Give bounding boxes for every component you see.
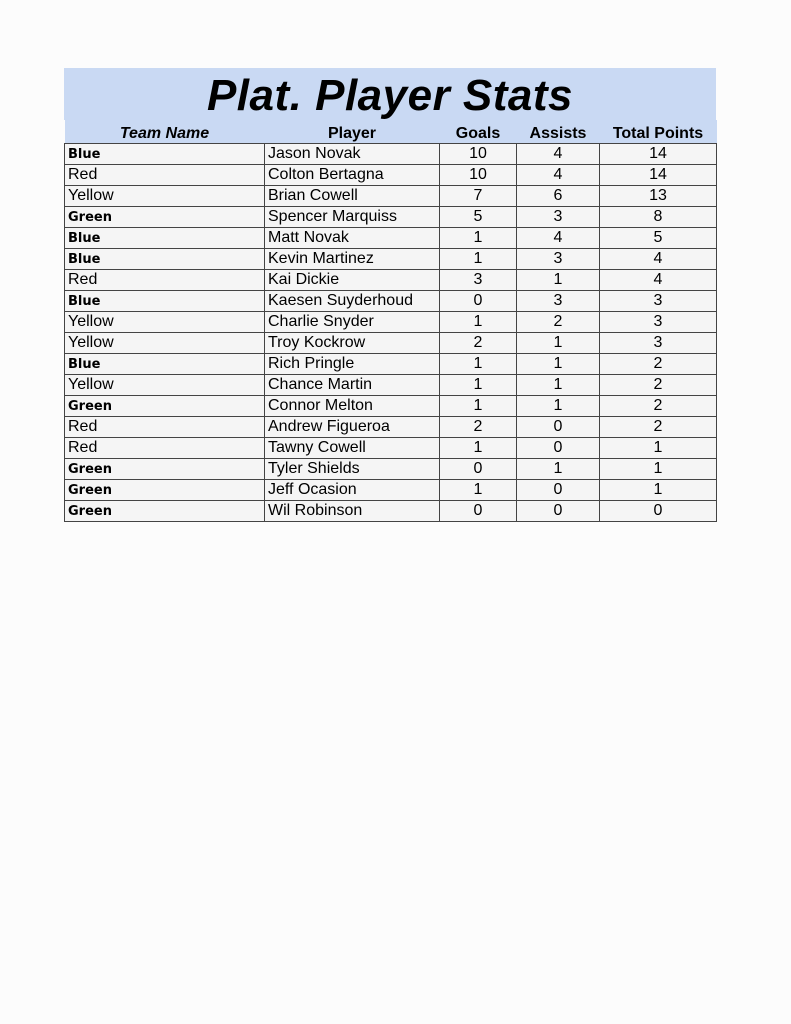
table-row bbox=[65, 207, 717, 228]
player-stats-table bbox=[64, 120, 717, 522]
assists-cell: 3 bbox=[517, 207, 600, 228]
total-points-cell: 2 bbox=[600, 375, 717, 396]
goals-cell: 0 bbox=[440, 291, 517, 312]
player-cell: Kai Dickie bbox=[265, 270, 440, 291]
team-cell: Yellow bbox=[65, 333, 265, 354]
team-cell: Red bbox=[65, 438, 265, 459]
goals-cell: 1 bbox=[440, 375, 517, 396]
assists-cell: 3 bbox=[517, 291, 600, 312]
team-cell: Green bbox=[65, 396, 265, 417]
assists-cell: 1 bbox=[517, 396, 600, 417]
header-team-name: Team Name bbox=[65, 120, 265, 144]
team-cell: Yellow bbox=[65, 375, 265, 396]
team-cell: Blue bbox=[65, 291, 265, 312]
player-cell: Spencer Marquiss bbox=[265, 207, 440, 228]
team-cell: Blue bbox=[65, 144, 265, 165]
total-points-cell: 4 bbox=[600, 249, 717, 270]
player-cell: Wil Robinson bbox=[265, 501, 440, 522]
total-points-cell: 2 bbox=[600, 417, 717, 438]
goals-cell: 2 bbox=[440, 417, 517, 438]
header-player: Player bbox=[265, 120, 440, 144]
assists-cell: 1 bbox=[517, 459, 600, 480]
player-cell: Rich Pringle bbox=[265, 354, 440, 375]
goals-cell: 5 bbox=[440, 207, 517, 228]
goals-cell: 0 bbox=[440, 459, 517, 480]
table-row bbox=[65, 186, 717, 207]
total-points-cell: 2 bbox=[600, 396, 717, 417]
player-cell: Jeff Ocasion bbox=[265, 480, 440, 501]
goals-cell: 1 bbox=[440, 228, 517, 249]
table-row bbox=[65, 375, 717, 396]
total-points-cell: 1 bbox=[600, 438, 717, 459]
table-row bbox=[65, 312, 717, 333]
goals-cell: 1 bbox=[440, 354, 517, 375]
total-points-cell: 3 bbox=[600, 291, 717, 312]
goals-cell: 7 bbox=[440, 186, 517, 207]
title-band bbox=[64, 68, 716, 120]
table-row bbox=[65, 144, 717, 165]
goals-cell: 10 bbox=[440, 144, 517, 165]
goals-cell: 1 bbox=[440, 249, 517, 270]
assists-cell: 0 bbox=[517, 480, 600, 501]
table-row bbox=[65, 333, 717, 354]
goals-cell: 1 bbox=[440, 312, 517, 333]
total-points-cell: 3 bbox=[600, 312, 717, 333]
team-cell: Green bbox=[65, 501, 265, 522]
team-cell: Green bbox=[65, 207, 265, 228]
team-cell: Blue bbox=[65, 354, 265, 375]
assists-cell: 4 bbox=[517, 165, 600, 186]
player-cell: Charlie Snyder bbox=[265, 312, 440, 333]
page-title: Plat. Player Stats bbox=[206, 71, 574, 120]
table-row bbox=[65, 354, 717, 375]
total-points-cell: 0 bbox=[600, 501, 717, 522]
assists-cell: 0 bbox=[517, 438, 600, 459]
table-row bbox=[65, 438, 717, 459]
table-row bbox=[65, 417, 717, 438]
team-cell: Yellow bbox=[65, 186, 265, 207]
total-points-cell: 2 bbox=[600, 354, 717, 375]
team-cell: Red bbox=[65, 270, 265, 291]
table-row bbox=[65, 396, 717, 417]
goals-cell: 1 bbox=[440, 438, 517, 459]
player-cell: Jason Novak bbox=[265, 144, 440, 165]
goals-cell: 1 bbox=[440, 480, 517, 501]
header-assists: Assists bbox=[517, 120, 600, 144]
team-cell: Blue bbox=[65, 228, 265, 249]
player-cell: Colton Bertagna bbox=[265, 165, 440, 186]
table-row bbox=[65, 249, 717, 270]
table-row bbox=[65, 501, 717, 522]
assists-cell: 0 bbox=[517, 417, 600, 438]
assists-cell: 1 bbox=[517, 333, 600, 354]
total-points-cell: 5 bbox=[600, 228, 717, 249]
total-points-cell: 8 bbox=[600, 207, 717, 228]
team-cell: Yellow bbox=[65, 312, 265, 333]
player-cell: Troy Kockrow bbox=[265, 333, 440, 354]
table-row bbox=[65, 165, 717, 186]
player-cell: Tyler Shields bbox=[265, 459, 440, 480]
table-row bbox=[65, 291, 717, 312]
total-points-cell: 14 bbox=[600, 144, 717, 165]
table-row bbox=[65, 228, 717, 249]
assists-cell: 1 bbox=[517, 375, 600, 396]
assists-cell: 3 bbox=[517, 249, 600, 270]
player-cell: Kaesen Suyderhoud bbox=[265, 291, 440, 312]
header-goals: Goals bbox=[440, 120, 517, 144]
team-cell: Green bbox=[65, 480, 265, 501]
goals-cell: 1 bbox=[440, 396, 517, 417]
player-cell: Connor Melton bbox=[265, 396, 440, 417]
team-cell: Red bbox=[65, 417, 265, 438]
assists-cell: 1 bbox=[517, 354, 600, 375]
team-cell: Green bbox=[65, 459, 265, 480]
goals-cell: 2 bbox=[440, 333, 517, 354]
goals-cell: 3 bbox=[440, 270, 517, 291]
header-total-points: Total Points bbox=[600, 120, 717, 144]
table-row bbox=[65, 459, 717, 480]
player-cell: Brian Cowell bbox=[265, 186, 440, 207]
player-cell: Tawny Cowell bbox=[265, 438, 440, 459]
total-points-cell: 14 bbox=[600, 165, 717, 186]
table-row bbox=[65, 270, 717, 291]
assists-cell: 4 bbox=[517, 228, 600, 249]
table-row bbox=[65, 480, 717, 501]
total-points-cell: 4 bbox=[600, 270, 717, 291]
team-cell: Blue bbox=[65, 249, 265, 270]
total-points-cell: 13 bbox=[600, 186, 717, 207]
total-points-cell: 3 bbox=[600, 333, 717, 354]
goals-cell: 10 bbox=[440, 165, 517, 186]
goals-cell: 0 bbox=[440, 501, 517, 522]
player-cell: Kevin Martinez bbox=[265, 249, 440, 270]
assists-cell: 4 bbox=[517, 144, 600, 165]
player-cell: Andrew Figueroa bbox=[265, 417, 440, 438]
player-cell: Matt Novak bbox=[265, 228, 440, 249]
total-points-cell: 1 bbox=[600, 480, 717, 501]
assists-cell: 2 bbox=[517, 312, 600, 333]
total-points-cell: 1 bbox=[600, 459, 717, 480]
player-cell: Chance Martin bbox=[265, 375, 440, 396]
assists-cell: 0 bbox=[517, 501, 600, 522]
team-cell: Red bbox=[65, 165, 265, 186]
assists-cell: 1 bbox=[517, 270, 600, 291]
assists-cell: 6 bbox=[517, 186, 600, 207]
table-body bbox=[65, 144, 717, 522]
stats-sheet bbox=[64, 68, 716, 522]
